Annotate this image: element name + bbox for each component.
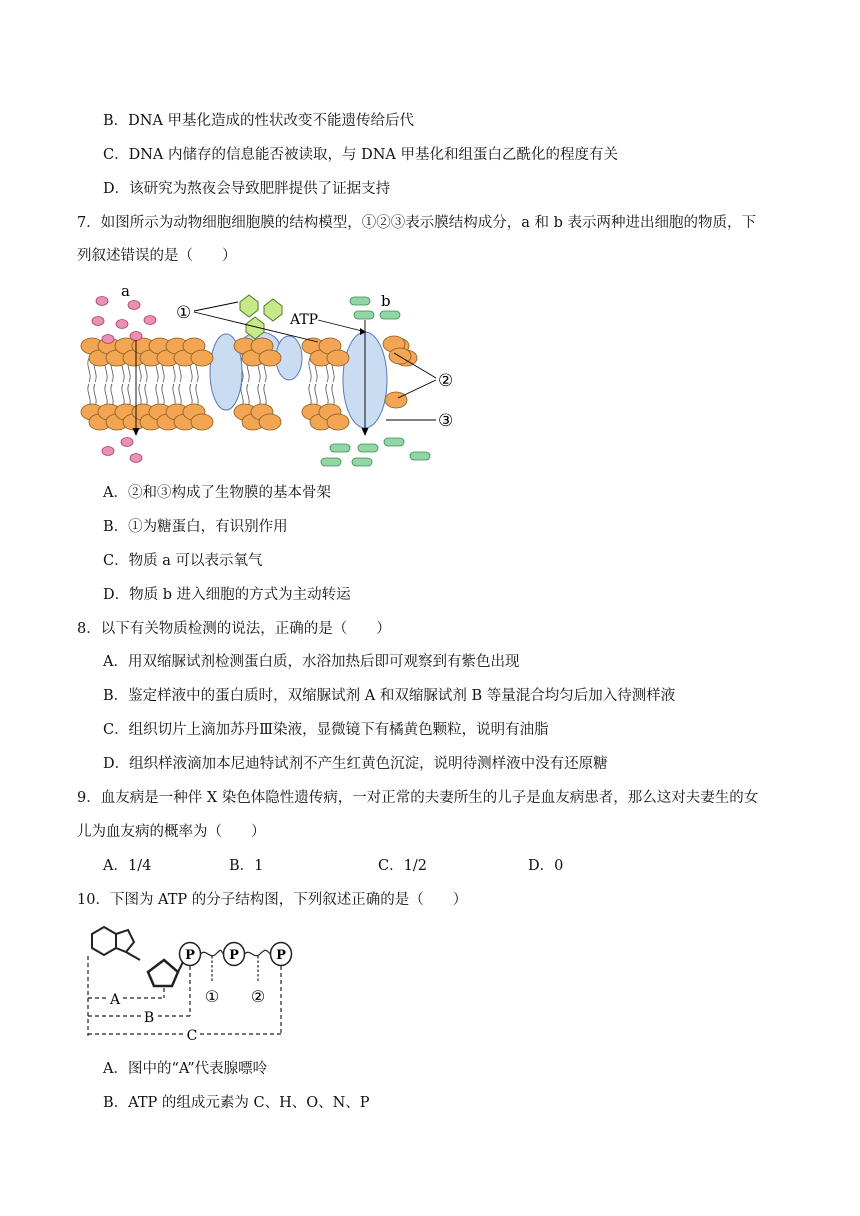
cell-membrane-diagram [78, 280, 468, 470]
q6-option-c: C．DNA 内储存的信息能否被读取，与 DNA 甲基化和组蛋白乙酰化的程度有关 [103, 147, 618, 163]
q9-option-c: C．1/2 [378, 858, 427, 874]
bond-label-1: ① [204, 987, 220, 1006]
q10-stem: 10．下图为 ATP 的分子结构图，下列叙述正确的是（ ） [77, 892, 468, 908]
atp-structure-diagram [80, 922, 305, 1048]
q7-stem-line1: 7．如图所示为动物细胞细胞膜的结构模型，①②③表示膜结构成分，a 和 b 表示两种进出细胞的物质，下 [77, 215, 756, 231]
q6-option-b: B．DNA 甲基化造成的性状改变不能遗传给后代 [103, 113, 415, 129]
q7-option-b: B．①为糖蛋白，有识别作用 [103, 519, 288, 535]
q6-option-d: D．该研究为熬夜会导致肥胖提供了证据支持 [103, 181, 391, 197]
label-circle-3: ③ [438, 411, 454, 431]
q8-option-c: C．组织切片上滴加苏丹Ⅲ染液，显微镜下有橘黄色颗粒，说明有油脂 [103, 722, 549, 738]
particles-b-inside [321, 438, 430, 466]
q8-option-d: D．组织样液滴加本尼迪特试剂不产生红黄色沉淀，说明待测样液中没有还原糖 [103, 756, 608, 772]
q9-stem-line2: 儿为血友病的概率为（ ） [77, 824, 266, 840]
phospholipid-head-top [191, 350, 213, 366]
phosphate-groups [180, 943, 292, 966]
q8-option-a: A．用双缩脲试剂检测蛋白质，水浴加热后即可观察到有紫色出现 [103, 654, 520, 670]
label-a: a [121, 282, 130, 300]
phospholipid-head-bottom [191, 414, 213, 430]
label-b: b [381, 292, 391, 310]
q7-option-c: C．物质 a 可以表示氧气 [103, 553, 263, 569]
bracket-label-b: B [143, 1010, 155, 1026]
bracket-label-a: A [109, 992, 121, 1008]
q9-option-b: B．1 [229, 858, 264, 874]
q7-stem-line2: 列叙述错误的是（ ） [77, 248, 237, 264]
q9-options-row [0, 856, 860, 876]
label-circle-2: ② [438, 371, 454, 391]
phosphate-label-3: P [276, 948, 286, 963]
phospholipid-head-top [259, 350, 281, 366]
bond-label-2: ② [250, 987, 266, 1006]
phospholipid-head-top [327, 350, 349, 366]
label-atp: ATP [290, 312, 319, 328]
particles-b-outside [350, 297, 400, 319]
q9-stem-line1: 9．血友病是一种伴 X 染色体隐性遗传病，一对正常的夫妻所生的儿子是血友病患者，那么这对夫妻生的女 [77, 790, 759, 806]
phospholipid-head-bottom [385, 392, 407, 408]
bracket-label-c: C [186, 1028, 198, 1044]
phosphate-label-1: P [185, 948, 195, 963]
phosphate-label-2: P [229, 948, 239, 963]
q8-stem: 8．以下有关物质检测的说法，正确的是（ ） [77, 621, 391, 637]
q7-option-d: D．物质 b 进入细胞的方式为主动转运 [103, 587, 351, 603]
q10-option-b: B．ATP 的组成元素为 C、H、O、N、P [103, 1095, 370, 1111]
particles-a-inside [102, 438, 142, 463]
phospholipid-head-bottom [327, 414, 349, 430]
q8-option-b: B．鉴定样液中的蛋白质时，双缩脲试剂 A 和双缩脲试剂 B 等量混合均匀后加入待测样液 [103, 688, 676, 704]
q9-option-d: D．0 [528, 858, 564, 874]
particles-a-outside [92, 297, 156, 344]
label-circle-1: ① [176, 303, 192, 323]
glycoprotein-sugar-chain [240, 295, 282, 339]
q10-option-a: A．图中的“A”代表腺嘌呤 [103, 1061, 268, 1077]
q9-option-a: A．1/4 [103, 858, 152, 874]
q7-option-a: A．②和③构成了生物膜的基本骨架 [103, 485, 331, 501]
phospholipid-head-bottom [259, 414, 281, 430]
